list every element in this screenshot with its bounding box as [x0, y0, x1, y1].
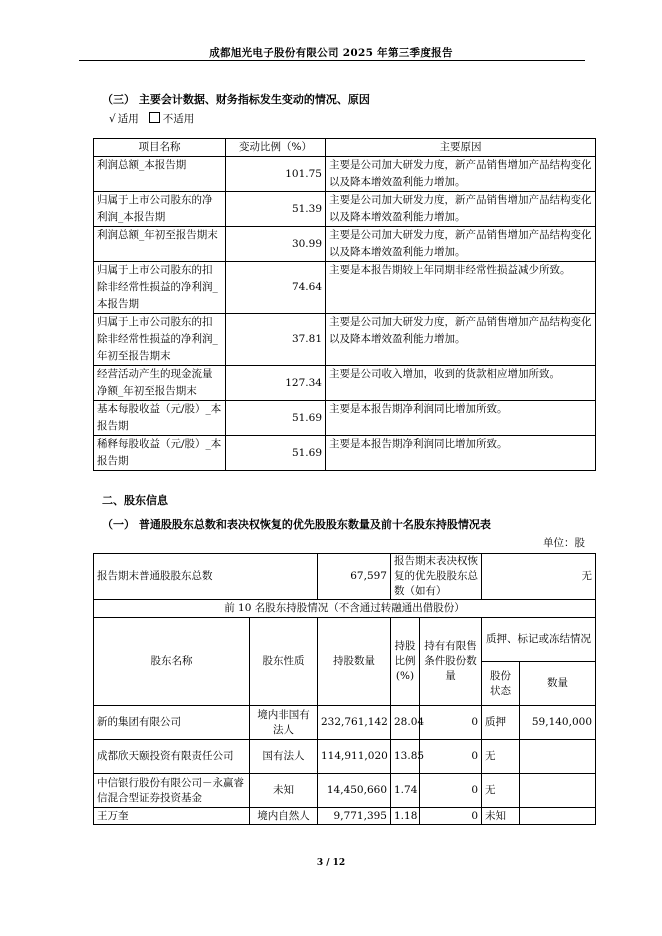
applicable-label: 适用 — [117, 113, 139, 125]
row-item-name: 稀释每股收益（元/股）_本报告期 — [94, 436, 226, 471]
shareholder-pledge-quantity — [520, 808, 596, 825]
shareholder-shares: 9,771,395 — [318, 808, 391, 825]
header-pledge: 质押、标记或冻结情况 — [482, 618, 596, 662]
shareholder-nature: 境内非国有法人 — [250, 706, 318, 740]
shareholder-share-status: 质押 — [482, 706, 520, 740]
header-ratio: 持股比例(%) — [391, 618, 420, 706]
table-row — [94, 314, 596, 366]
shareholder-nature: 未知 — [250, 774, 318, 808]
shareholder-ratio: 13.85 — [391, 740, 420, 774]
unit-label: 单位：股 — [543, 537, 585, 549]
shareholder-pledge-quantity: 59,140,000 — [520, 706, 596, 740]
shareholder-ratio: 1.74 — [391, 774, 420, 808]
shareholder-restricted: 0 — [420, 740, 482, 774]
header-quantity: 数量 — [520, 662, 596, 706]
shareholder-name: 新的集团有限公司 — [94, 706, 250, 740]
total-holders-value: 67,597 — [318, 554, 391, 600]
row-change-ratio: 101.75 — [226, 157, 326, 192]
table-row — [94, 227, 596, 262]
row-item-name: 利润总额_本报告期 — [94, 157, 226, 192]
header-restricted: 持有有限售条件股份数量 — [420, 618, 482, 706]
row-change-ratio: 30.99 — [226, 227, 326, 262]
header-shares: 持股数量 — [318, 618, 391, 706]
shareholder-share-status: 无 — [482, 774, 520, 808]
shareholder-share-status: 无 — [482, 740, 520, 774]
shareholder-name: 成都欣天颐投资有限责任公司 — [94, 740, 250, 774]
row-change-ratio: 74.64 — [226, 262, 326, 314]
shareholder-ratio: 28.04 — [391, 706, 420, 740]
row-change-ratio: 127.34 — [226, 366, 326, 401]
applicability-options — [109, 111, 194, 126]
table-row — [94, 157, 596, 192]
preferred-holders-value: 无 — [482, 554, 596, 600]
section-3-heading: （三） 主要会计数据、财务指标发生变动的情况、原因 — [102, 93, 370, 106]
shareholder-pledge-quantity — [520, 774, 596, 808]
row-item-name: 经营活动产生的现金流量净额_年初至报告期末 — [94, 366, 226, 401]
header-name: 股东名称 — [94, 618, 250, 706]
table-row — [94, 366, 596, 401]
page-header-title: 成都旭光电子股份有限公司 2025 年第三季度报告 — [209, 47, 453, 59]
header-share-status: 股份状态 — [482, 662, 520, 706]
header-divider — [79, 60, 585, 61]
not-applicable-label: 不适用 — [162, 113, 195, 125]
page-number: 3 / 12 — [316, 858, 346, 868]
row-item-name: 归属于上市公司股东的扣除非经常性损益的净利润_年初至报告期末 — [94, 314, 226, 366]
table-row — [94, 436, 596, 471]
section-two-heading: 二、股东信息 — [102, 494, 168, 507]
empty-checkbox-icon — [149, 112, 160, 123]
shareholder-shares: 232,761,142 — [318, 706, 391, 740]
table-row — [94, 192, 596, 227]
change-reason-table — [93, 138, 596, 471]
table-row — [94, 706, 596, 740]
shareholder-name: 中信银行股份有限公司－永赢睿信混合型证券投资基金 — [94, 774, 250, 808]
shareholder-nature: 国有法人 — [250, 740, 318, 774]
row-item-name: 归属于上市公司股东的扣除非经常性损益的净利润_本报告期 — [94, 262, 226, 314]
table-row — [94, 262, 596, 314]
shareholder-ratio: 1.18 — [391, 808, 420, 825]
table-row — [94, 401, 596, 436]
header-nature: 股东性质 — [250, 618, 318, 706]
shareholder-restricted: 0 — [420, 774, 482, 808]
row-main-reason: 主要是公司加大研发力度，新产品销售增加产品结构变化以及降本增效盈利能力增加。 — [326, 314, 596, 366]
row-main-reason: 主要是本报告期较上年同期非经常性损益减少所致。 — [326, 262, 596, 314]
row-main-reason: 主要是公司加大研发力度，新产品销售增加产品结构变化以及降本增效盈利能力增加。 — [326, 157, 596, 192]
total-holders-label: 报告期末普通股股东总数 — [94, 554, 318, 600]
table-row — [94, 808, 596, 825]
preferred-holders-label: 报告期末表决权恢复的优先股股东总数（如有） — [391, 554, 482, 600]
row-main-reason: 主要是公司收入增加，收到的货款相应增加所致。 — [326, 366, 596, 401]
row-item-name: 基本每股收益（元/股）_本报告期 — [94, 401, 226, 436]
row-main-reason: 主要是本报告期净利润同比增加所致。 — [326, 436, 596, 471]
section-one-heading: （一） 普通股股东总数和表决权恢复的优先股股东数量及前十名股东持股情况表 — [102, 518, 491, 531]
row-main-reason: 主要是公司加大研发力度，新产品销售增加产品结构变化以及降本增效盈利能力增加。 — [326, 227, 596, 262]
row-change-ratio: 51.39 — [226, 192, 326, 227]
shareholder-pledge-quantity — [520, 740, 596, 774]
row-change-ratio: 37.81 — [226, 314, 326, 366]
table-row — [94, 774, 596, 808]
top10-caption: 前 10 名股东持股情况（不含通过转融通出借股份） — [94, 600, 596, 618]
shareholder-shares: 114,911,020 — [318, 740, 391, 774]
row-item-name: 归属于上市公司股东的净利润_本报告期 — [94, 192, 226, 227]
row-main-reason: 主要是本报告期净利润同比增加所致。 — [326, 401, 596, 436]
row-main-reason: 主要是公司加大研发力度，新产品销售增加产品结构变化以及降本增效盈利能力增加。 — [326, 192, 596, 227]
table-row — [94, 740, 596, 774]
shareholder-restricted: 0 — [420, 706, 482, 740]
shareholder-restricted: 0 — [420, 808, 482, 825]
shareholder-nature: 境内自然人 — [250, 808, 318, 825]
col-header-reason: 主要原因 — [326, 139, 596, 157]
row-change-ratio: 51.69 — [226, 401, 326, 436]
row-item-name: 利润总额_年初至报告期末 — [94, 227, 226, 262]
col-header-ratio: 变动比例（%） — [226, 139, 326, 157]
col-header-item: 项目名称 — [94, 139, 226, 157]
shareholder-name: 王万奎 — [94, 808, 250, 825]
row-change-ratio: 51.69 — [226, 436, 326, 471]
shareholder-share-status: 未知 — [482, 808, 520, 825]
check-mark-icon: √ — [109, 113, 116, 125]
shareholder-table — [93, 553, 596, 825]
shareholder-shares: 14,450,660 — [318, 774, 391, 808]
